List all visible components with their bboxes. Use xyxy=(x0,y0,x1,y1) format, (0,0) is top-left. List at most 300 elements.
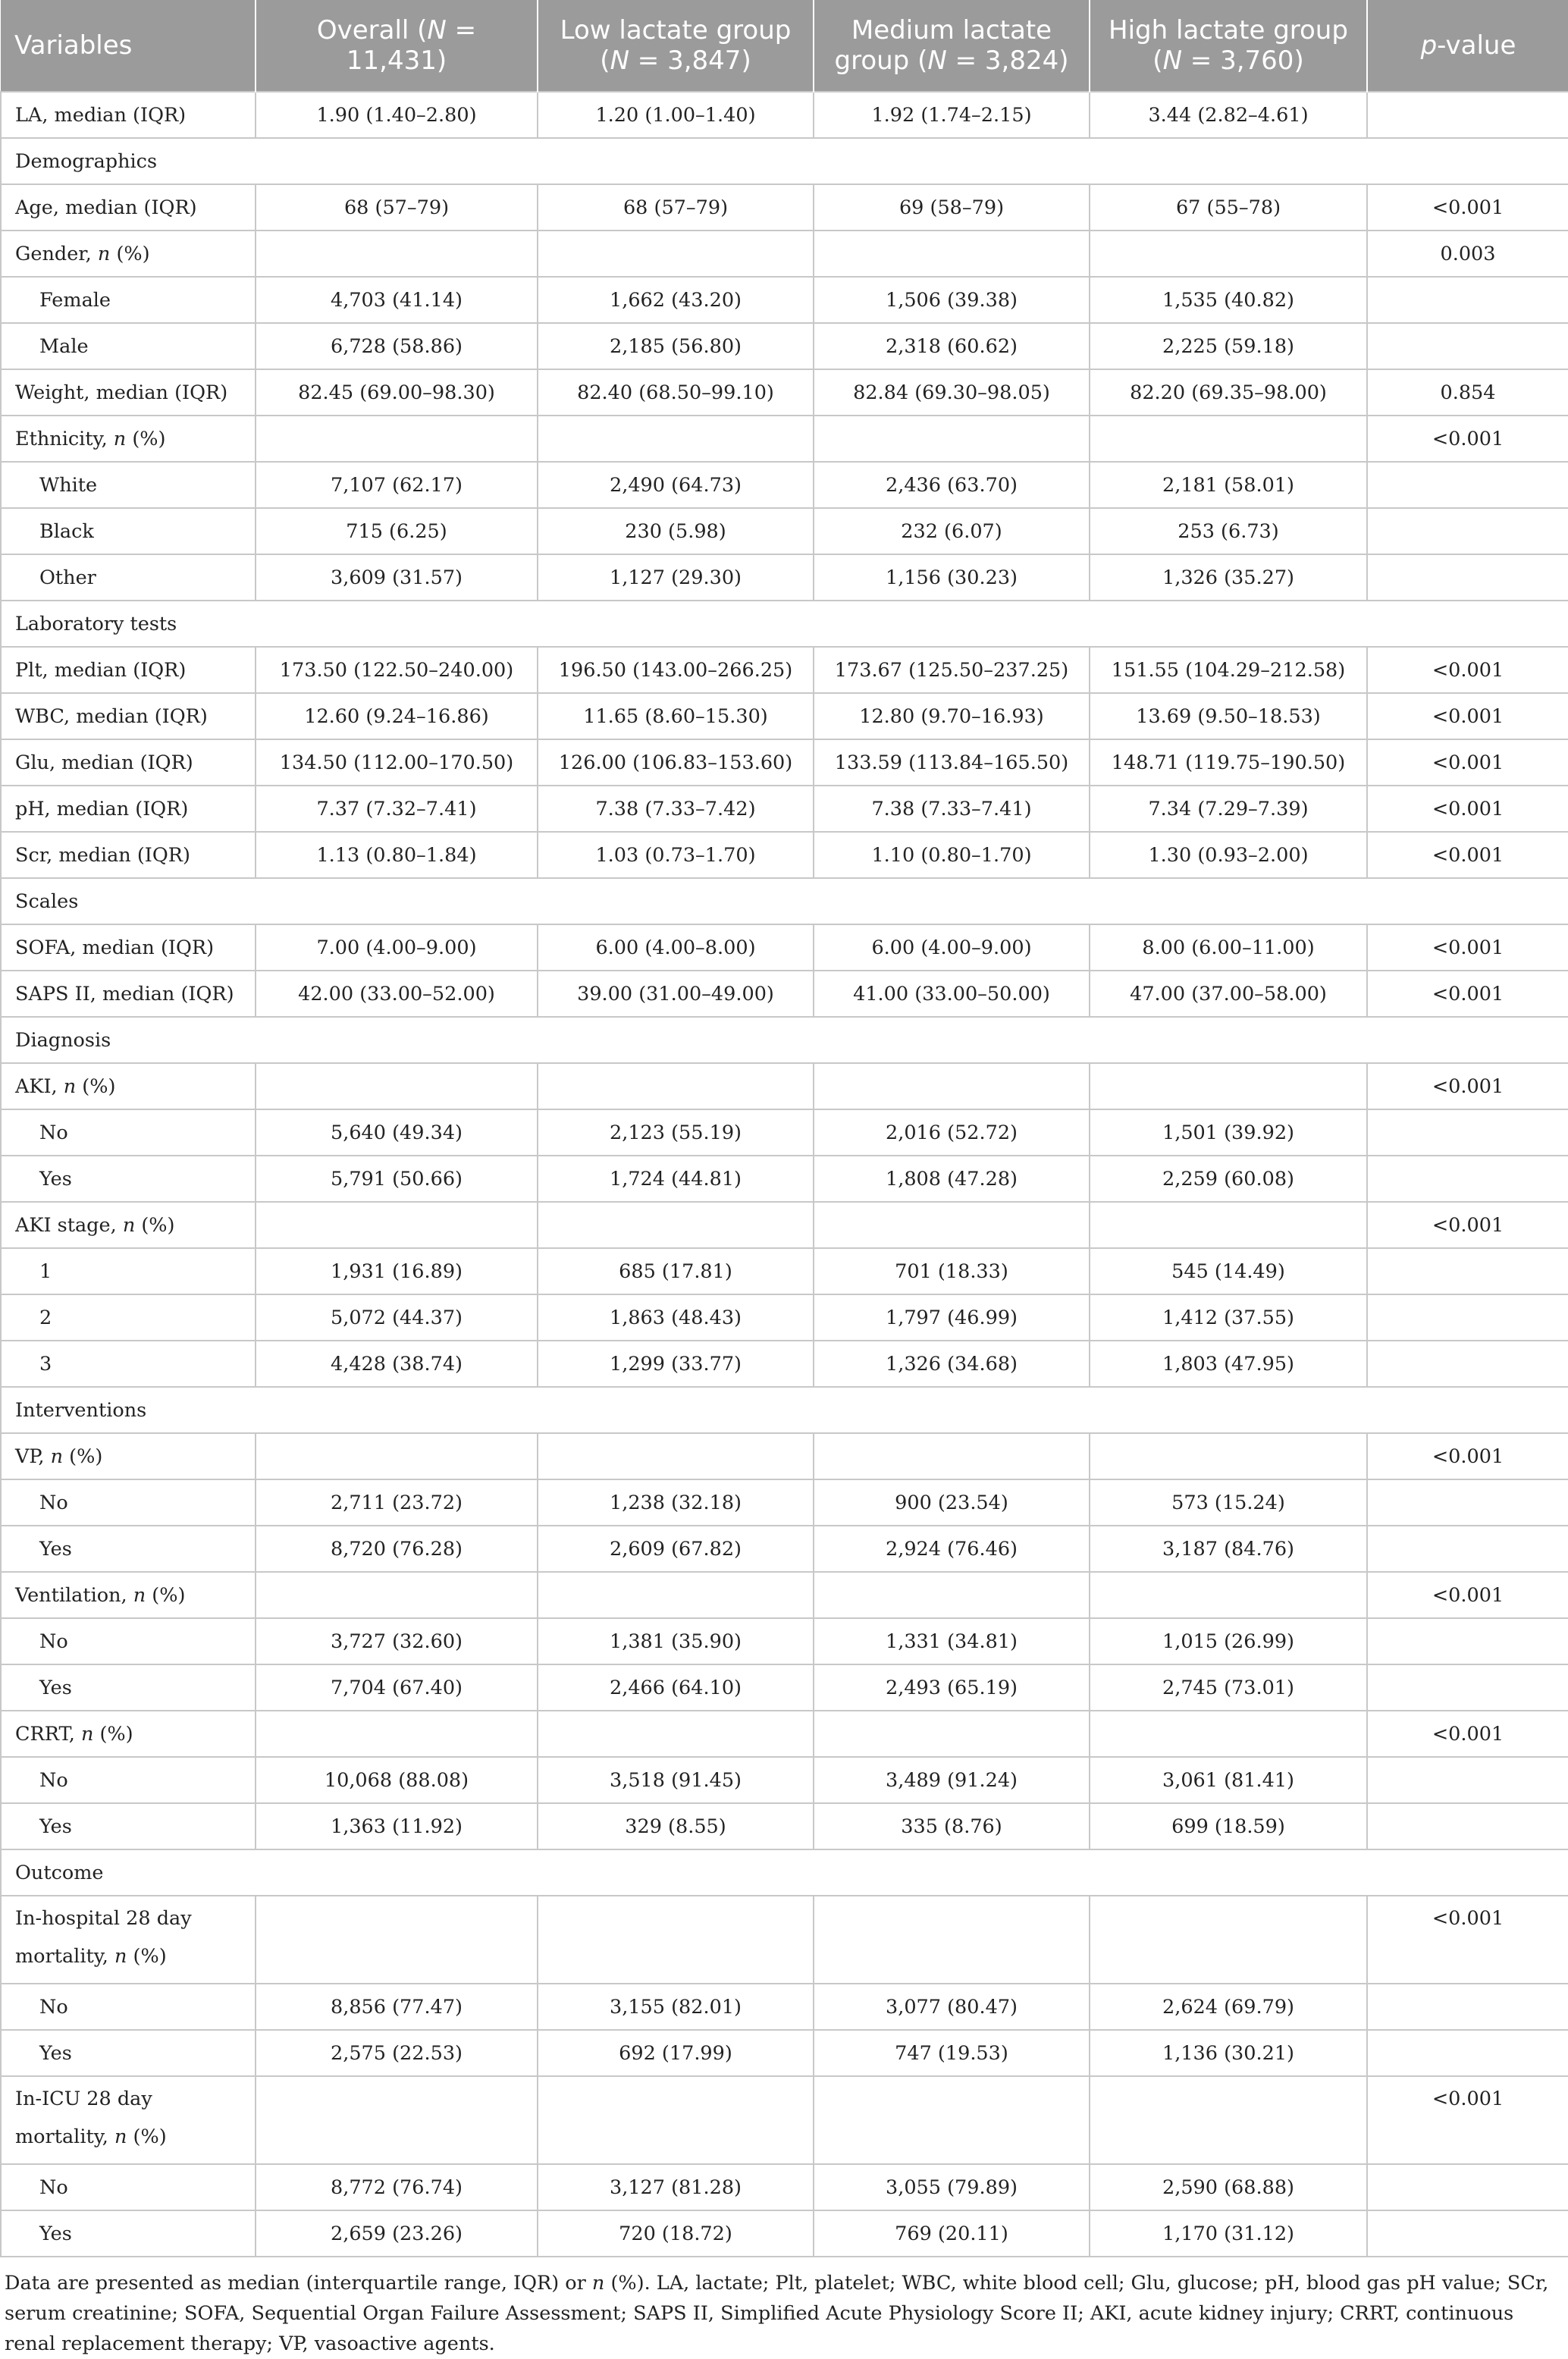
cell-low-lactate: 2,185 (56.80) xyxy=(538,323,814,369)
table-footnote: Data are presented as median (interquartile range, IQR) or n (%). LA, lactate; Plt, platelet; WBC, white blood cell; Glu, glucose; pH, blood gas pH value; SCr, serum creatinine; SOFA, Sequential Organ Failure Assessment; SAPS II, Simplified Acute Physiology Score II; AKI, acute kidney injury; CRRT, continuous renal replacement therapy; VP, vasoactive agents. xyxy=(5,2272,1549,2355)
table-row xyxy=(1,1248,1568,1294)
cell-high-lactate: 2,745 (73.01) xyxy=(1090,1664,1367,1711)
cell-high-lactate: 1,170 (31.12) xyxy=(1090,2210,1367,2257)
section-row xyxy=(1,1017,1568,1063)
table-row xyxy=(1,1479,1568,1526)
cell-overall xyxy=(256,1063,538,1109)
cell-p-value xyxy=(1367,277,1568,323)
cell-medium-lactate xyxy=(814,231,1090,277)
cell-p-value xyxy=(1367,1526,1568,1572)
cell-high-lactate: 1,412 (37.55) xyxy=(1090,1294,1367,1341)
row-label: Age, median (IQR) xyxy=(1,184,256,231)
cell-p-value: <0.001 xyxy=(1367,1433,1568,1479)
cell-high-lactate: 67 (55–78) xyxy=(1090,184,1367,231)
cell-medium-lactate: 6.00 (4.00–9.00) xyxy=(814,924,1090,971)
cell-low-lactate: 2,123 (55.19) xyxy=(538,1109,814,1156)
row-label: SAPS II, median (IQR) xyxy=(1,971,256,1017)
header-variables: Variables xyxy=(1,0,256,92)
cell-high-lactate: 1,803 (47.95) xyxy=(1090,1341,1367,1387)
cell-overall: 2,711 (23.72) xyxy=(256,1479,538,1526)
row-label: No xyxy=(1,1757,256,1803)
section-row xyxy=(1,138,1568,184)
cell-p-value: 0.854 xyxy=(1367,369,1568,416)
cell-medium-lactate: 769 (20.11) xyxy=(814,2210,1090,2257)
cell-overall: 7,704 (67.40) xyxy=(256,1664,538,1711)
cell-overall xyxy=(256,416,538,462)
cell-overall: 6,728 (58.86) xyxy=(256,323,538,369)
row-label: Female xyxy=(1,277,256,323)
cell-low-lactate xyxy=(538,1433,814,1479)
cell-overall: 1,931 (16.89) xyxy=(256,1248,538,1294)
cell-low-lactate: 6.00 (4.00–8.00) xyxy=(538,924,814,971)
row-label: In-hospital 28 day mortality, n (%) xyxy=(1,1896,256,1984)
row-label: No xyxy=(1,1984,256,2030)
cell-high-lactate: 3,061 (81.41) xyxy=(1090,1757,1367,1803)
cell-high-lactate: 1,326 (35.27) xyxy=(1090,554,1367,601)
row-label: Yes xyxy=(1,2030,256,2076)
table-row xyxy=(1,693,1568,739)
cell-overall xyxy=(256,2076,538,2164)
table-row xyxy=(1,554,1568,601)
section-row xyxy=(1,601,1568,647)
row-label: In-ICU 28 day mortality, n (%) xyxy=(1,2076,256,2164)
header-medium-lactate: Medium lactate group (N = 3,824) xyxy=(814,0,1090,92)
cell-medium-lactate xyxy=(814,1063,1090,1109)
cell-medium-lactate: 1,331 (34.81) xyxy=(814,1618,1090,1664)
cell-p-value: <0.001 xyxy=(1367,832,1568,878)
cell-high-lactate: 13.69 (9.50–18.53) xyxy=(1090,693,1367,739)
cell-p-value: <0.001 xyxy=(1367,647,1568,693)
cell-high-lactate xyxy=(1090,1202,1367,1248)
cell-low-lactate: 1,863 (48.43) xyxy=(538,1294,814,1341)
cell-medium-lactate: 232 (6.07) xyxy=(814,508,1090,554)
row-label: SOFA, median (IQR) xyxy=(1,924,256,971)
cell-p-value: 0.003 xyxy=(1367,231,1568,277)
cell-medium-lactate: 1,506 (39.38) xyxy=(814,277,1090,323)
cell-low-lactate xyxy=(538,1063,814,1109)
cell-high-lactate: 1,501 (39.92) xyxy=(1090,1109,1367,1156)
cell-low-lactate: 3,127 (81.28) xyxy=(538,2164,814,2210)
table-row xyxy=(1,786,1568,832)
table-row xyxy=(1,1063,1568,1109)
table-row xyxy=(1,2030,1568,2076)
cell-overall: 1,363 (11.92) xyxy=(256,1803,538,1849)
table-header xyxy=(1,0,1568,92)
row-label: Weight, median (IQR) xyxy=(1,369,256,416)
table-row xyxy=(1,1711,1568,1757)
cell-overall: 2,575 (22.53) xyxy=(256,2030,538,2076)
row-label: Black xyxy=(1,508,256,554)
cell-medium-lactate: 1,797 (46.99) xyxy=(814,1294,1090,1341)
cell-medium-lactate xyxy=(814,1572,1090,1618)
row-label: Glu, median (IQR) xyxy=(1,739,256,786)
table-row xyxy=(1,971,1568,1017)
cell-high-lactate: 1,015 (26.99) xyxy=(1090,1618,1367,1664)
cell-high-lactate xyxy=(1090,1063,1367,1109)
row-label: Yes xyxy=(1,1526,256,1572)
section-label: Diagnosis xyxy=(1,1017,256,1063)
cell-low-lactate: 2,490 (64.73) xyxy=(538,462,814,508)
cell-medium-lactate: 69 (58–79) xyxy=(814,184,1090,231)
cell-low-lactate: 3,518 (91.45) xyxy=(538,1757,814,1803)
cell-p-value xyxy=(1367,1479,1568,1526)
table-row xyxy=(1,277,1568,323)
cell-p-value xyxy=(1367,1803,1568,1849)
cell-low-lactate: 1,299 (33.77) xyxy=(538,1341,814,1387)
cell-overall: 7,107 (62.17) xyxy=(256,462,538,508)
row-label: LA, median (IQR) xyxy=(1,92,256,138)
row-label: 3 xyxy=(1,1341,256,1387)
row-label: No xyxy=(1,2164,256,2210)
cell-p-value xyxy=(1367,2164,1568,2210)
table-row xyxy=(1,508,1568,554)
cell-medium-lactate: 12.80 (9.70–16.93) xyxy=(814,693,1090,739)
cell-overall: 5,072 (44.37) xyxy=(256,1294,538,1341)
cell-low-lactate: 329 (8.55) xyxy=(538,1803,814,1849)
cell-overall: 7.37 (7.32–7.41) xyxy=(256,786,538,832)
cell-low-lactate: 692 (17.99) xyxy=(538,2030,814,2076)
table-row xyxy=(1,1109,1568,1156)
cell-p-value xyxy=(1367,92,1568,138)
table-row xyxy=(1,369,1568,416)
cell-low-lactate xyxy=(538,2076,814,2164)
cell-p-value: <0.001 xyxy=(1367,786,1568,832)
section-filler xyxy=(256,138,1568,184)
cell-overall: 82.45 (69.00–98.30) xyxy=(256,369,538,416)
cell-overall: 5,640 (49.34) xyxy=(256,1109,538,1156)
cell-p-value xyxy=(1367,1618,1568,1664)
cell-p-value: <0.001 xyxy=(1367,693,1568,739)
cell-low-lactate xyxy=(538,231,814,277)
table-row xyxy=(1,1664,1568,1711)
cell-high-lactate: 82.20 (69.35–98.00) xyxy=(1090,369,1367,416)
cell-medium-lactate: 335 (8.76) xyxy=(814,1803,1090,1849)
cell-medium-lactate xyxy=(814,1433,1090,1479)
cell-p-value: <0.001 xyxy=(1367,739,1568,786)
section-filler xyxy=(256,1017,1568,1063)
cell-high-lactate: 47.00 (37.00–58.00) xyxy=(1090,971,1367,1017)
table-row xyxy=(1,1294,1568,1341)
row-label: Scr, median (IQR) xyxy=(1,832,256,878)
cell-overall xyxy=(256,231,538,277)
section-label: Demographics xyxy=(1,138,256,184)
cell-p-value: <0.001 xyxy=(1367,1896,1568,1984)
cell-high-lactate: 3,187 (84.76) xyxy=(1090,1526,1367,1572)
cell-high-lactate xyxy=(1090,416,1367,462)
row-label: WBC, median (IQR) xyxy=(1,693,256,739)
cell-low-lactate: 230 (5.98) xyxy=(538,508,814,554)
cell-overall: 8,720 (76.28) xyxy=(256,1526,538,1572)
cell-p-value xyxy=(1367,1984,1568,2030)
cell-low-lactate xyxy=(538,416,814,462)
cell-low-lactate xyxy=(538,1202,814,1248)
cell-medium-lactate: 2,493 (65.19) xyxy=(814,1664,1090,1711)
cell-low-lactate: 1,238 (32.18) xyxy=(538,1479,814,1526)
cell-medium-lactate: 2,318 (60.62) xyxy=(814,323,1090,369)
cell-low-lactate: 1,381 (35.90) xyxy=(538,1618,814,1664)
table-row xyxy=(1,1433,1568,1479)
cell-low-lactate: 685 (17.81) xyxy=(538,1248,814,1294)
header-low-lactate: Low lactate group (N = 3,847) xyxy=(538,0,814,92)
cell-low-lactate xyxy=(538,1896,814,1984)
cell-low-lactate: 3,155 (82.01) xyxy=(538,1984,814,2030)
section-label: Outcome xyxy=(1,1849,256,1896)
cell-medium-lactate: 3,489 (91.24) xyxy=(814,1757,1090,1803)
table-row xyxy=(1,1803,1568,1849)
row-label: pH, median (IQR) xyxy=(1,786,256,832)
cell-low-lactate: 1.20 (1.00–1.40) xyxy=(538,92,814,138)
section-row xyxy=(1,1849,1568,1896)
cell-high-lactate: 151.55 (104.29–212.58) xyxy=(1090,647,1367,693)
row-label: No xyxy=(1,1109,256,1156)
cell-low-lactate: 11.65 (8.60–15.30) xyxy=(538,693,814,739)
cell-medium-lactate: 1.92 (1.74–2.15) xyxy=(814,92,1090,138)
header-overall: Overall (N = 11,431) xyxy=(256,0,538,92)
cell-medium-lactate: 41.00 (33.00–50.00) xyxy=(814,971,1090,1017)
cell-medium-lactate: 2,016 (52.72) xyxy=(814,1109,1090,1156)
cell-overall: 1.13 (0.80–1.84) xyxy=(256,832,538,878)
table-row xyxy=(1,1156,1568,1202)
cell-high-lactate: 2,259 (60.08) xyxy=(1090,1156,1367,1202)
cell-high-lactate: 1,136 (30.21) xyxy=(1090,2030,1367,2076)
cell-p-value: <0.001 xyxy=(1367,971,1568,1017)
cell-low-lactate: 68 (57–79) xyxy=(538,184,814,231)
cell-overall xyxy=(256,1711,538,1757)
cell-medium-lactate: 1,808 (47.28) xyxy=(814,1156,1090,1202)
cell-p-value xyxy=(1367,2210,1568,2257)
header-high-lactate: High lactate group (N = 3,760) xyxy=(1090,0,1367,92)
cell-high-lactate: 2,590 (68.88) xyxy=(1090,2164,1367,2210)
row-label: No xyxy=(1,1479,256,1526)
cell-high-lactate: 7.34 (7.29–7.39) xyxy=(1090,786,1367,832)
cell-p-value xyxy=(1367,323,1568,369)
cell-medium-lactate: 1.10 (0.80–1.70) xyxy=(814,832,1090,878)
cell-p-value: <0.001 xyxy=(1367,1063,1568,1109)
cell-p-value: <0.001 xyxy=(1367,1572,1568,1618)
table-row xyxy=(1,1526,1568,1572)
cell-high-lactate: 545 (14.49) xyxy=(1090,1248,1367,1294)
cell-p-value: <0.001 xyxy=(1367,416,1568,462)
cell-medium-lactate: 900 (23.54) xyxy=(814,1479,1090,1526)
cell-medium-lactate: 2,924 (76.46) xyxy=(814,1526,1090,1572)
section-filler xyxy=(256,1849,1568,1896)
cell-p-value: <0.001 xyxy=(1367,1711,1568,1757)
cell-overall xyxy=(256,1202,538,1248)
cell-p-value xyxy=(1367,1294,1568,1341)
cell-overall: 3,727 (32.60) xyxy=(256,1618,538,1664)
cell-high-lactate: 2,624 (69.79) xyxy=(1090,1984,1367,2030)
table-body xyxy=(1,92,1568,2257)
cell-high-lactate: 1,535 (40.82) xyxy=(1090,277,1367,323)
cell-overall xyxy=(256,1433,538,1479)
cell-medium-lactate xyxy=(814,2076,1090,2164)
section-label: Scales xyxy=(1,878,256,924)
row-label: Ethnicity, n (%) xyxy=(1,416,256,462)
cell-overall: 134.50 (112.00–170.50) xyxy=(256,739,538,786)
cell-overall: 8,772 (76.74) xyxy=(256,2164,538,2210)
cell-low-lactate: 1,127 (29.30) xyxy=(538,554,814,601)
cell-overall: 12.60 (9.24–16.86) xyxy=(256,693,538,739)
table-row xyxy=(1,1202,1568,1248)
section-filler xyxy=(256,601,1568,647)
cell-high-lactate: 8.00 (6.00–11.00) xyxy=(1090,924,1367,971)
row-label: VP, n (%) xyxy=(1,1433,256,1479)
cell-low-lactate: 1.03 (0.73–1.70) xyxy=(538,832,814,878)
section-filler xyxy=(256,1387,1568,1433)
cell-p-value xyxy=(1367,462,1568,508)
cell-high-lactate: 3.44 (2.82–4.61) xyxy=(1090,92,1367,138)
table-row xyxy=(1,184,1568,231)
row-label: Male xyxy=(1,323,256,369)
cell-overall: 2,659 (23.26) xyxy=(256,2210,538,2257)
section-filler xyxy=(256,878,1568,924)
row-label: Yes xyxy=(1,1664,256,1711)
cell-p-value xyxy=(1367,554,1568,601)
cell-overall: 7.00 (4.00–9.00) xyxy=(256,924,538,971)
cell-medium-lactate: 7.38 (7.33–7.41) xyxy=(814,786,1090,832)
table-row xyxy=(1,739,1568,786)
cell-high-lactate: 2,181 (58.01) xyxy=(1090,462,1367,508)
cell-overall: 1.90 (1.40–2.80) xyxy=(256,92,538,138)
row-label: White xyxy=(1,462,256,508)
cell-low-lactate: 82.40 (68.50–99.10) xyxy=(538,369,814,416)
cell-high-lactate xyxy=(1090,1896,1367,1984)
row-label: Yes xyxy=(1,1803,256,1849)
header-p-value: p-value xyxy=(1367,0,1568,92)
table-row xyxy=(1,1984,1568,2030)
cell-overall: 42.00 (33.00–52.00) xyxy=(256,971,538,1017)
row-label: AKI stage, n (%) xyxy=(1,1202,256,1248)
cell-p-value xyxy=(1367,1341,1568,1387)
header-row xyxy=(1,0,1568,92)
cell-overall: 715 (6.25) xyxy=(256,508,538,554)
table-row xyxy=(1,647,1568,693)
cell-high-lactate: 253 (6.73) xyxy=(1090,508,1367,554)
cell-overall: 173.50 (122.50–240.00) xyxy=(256,647,538,693)
cell-medium-lactate: 3,055 (79.89) xyxy=(814,2164,1090,2210)
cell-high-lactate: 573 (15.24) xyxy=(1090,1479,1367,1526)
cell-low-lactate xyxy=(538,1572,814,1618)
cell-low-lactate: 39.00 (31.00–49.00) xyxy=(538,971,814,1017)
section-row xyxy=(1,1387,1568,1433)
cell-overall xyxy=(256,1572,538,1618)
row-label: 1 xyxy=(1,1248,256,1294)
table-row xyxy=(1,92,1568,138)
table-row xyxy=(1,2210,1568,2257)
cell-low-lactate: 196.50 (143.00–266.25) xyxy=(538,647,814,693)
cell-low-lactate: 2,466 (64.10) xyxy=(538,1664,814,1711)
row-label: Gender, n (%) xyxy=(1,231,256,277)
row-label: CRRT, n (%) xyxy=(1,1711,256,1757)
cell-medium-lactate: 82.84 (69.30–98.05) xyxy=(814,369,1090,416)
cell-overall: 68 (57–79) xyxy=(256,184,538,231)
section-row xyxy=(1,878,1568,924)
cell-p-value: <0.001 xyxy=(1367,184,1568,231)
cell-high-lactate xyxy=(1090,231,1367,277)
cell-medium-lactate xyxy=(814,1711,1090,1757)
cell-medium-lactate: 1,326 (34.68) xyxy=(814,1341,1090,1387)
cell-p-value xyxy=(1367,2030,1568,2076)
cell-low-lactate: 1,724 (44.81) xyxy=(538,1156,814,1202)
cell-high-lactate: 148.71 (119.75–190.50) xyxy=(1090,739,1367,786)
table-row xyxy=(1,323,1568,369)
cell-overall: 4,428 (38.74) xyxy=(256,1341,538,1387)
cell-p-value xyxy=(1367,508,1568,554)
table-row xyxy=(1,924,1568,971)
row-label: AKI, n (%) xyxy=(1,1063,256,1109)
cell-p-value xyxy=(1367,1664,1568,1711)
cell-p-value xyxy=(1367,1156,1568,1202)
table-row xyxy=(1,2164,1568,2210)
table-row xyxy=(1,1896,1568,1984)
cell-medium-lactate: 2,436 (63.70) xyxy=(814,462,1090,508)
cell-overall: 4,703 (41.14) xyxy=(256,277,538,323)
table-row xyxy=(1,462,1568,508)
table-row xyxy=(1,1618,1568,1664)
cell-low-lactate: 1,662 (43.20) xyxy=(538,277,814,323)
row-label: No xyxy=(1,1618,256,1664)
table-row xyxy=(1,2076,1568,2164)
section-label: Interventions xyxy=(1,1387,256,1433)
cell-medium-lactate xyxy=(814,1896,1090,1984)
cell-medium-lactate xyxy=(814,1202,1090,1248)
cell-p-value: <0.001 xyxy=(1367,924,1568,971)
cell-high-lactate: 699 (18.59) xyxy=(1090,1803,1367,1849)
cell-overall: 8,856 (77.47) xyxy=(256,1984,538,2030)
cell-low-lactate xyxy=(538,1711,814,1757)
cell-high-lactate: 1.30 (0.93–2.00) xyxy=(1090,832,1367,878)
cell-high-lactate xyxy=(1090,1711,1367,1757)
cell-overall: 5,791 (50.66) xyxy=(256,1156,538,1202)
cell-medium-lactate: 173.67 (125.50–237.25) xyxy=(814,647,1090,693)
cell-overall: 10,068 (88.08) xyxy=(256,1757,538,1803)
cell-medium-lactate: 701 (18.33) xyxy=(814,1248,1090,1294)
table-row xyxy=(1,1757,1568,1803)
cell-medium-lactate: 3,077 (80.47) xyxy=(814,1984,1090,2030)
table-row xyxy=(1,1572,1568,1618)
cell-p-value xyxy=(1367,1109,1568,1156)
row-label: Yes xyxy=(1,2210,256,2257)
cell-p-value: <0.001 xyxy=(1367,2076,1568,2164)
section-label: Laboratory tests xyxy=(1,601,256,647)
cell-p-value: <0.001 xyxy=(1367,1202,1568,1248)
cell-medium-lactate: 1,156 (30.23) xyxy=(814,554,1090,601)
cell-low-lactate: 126.00 (106.83–153.60) xyxy=(538,739,814,786)
row-label: 2 xyxy=(1,1294,256,1341)
cell-high-lactate: 2,225 (59.18) xyxy=(1090,323,1367,369)
row-label: Yes xyxy=(1,1156,256,1202)
cell-low-lactate: 720 (18.72) xyxy=(538,2210,814,2257)
table-row xyxy=(1,832,1568,878)
row-label: Ventilation, n (%) xyxy=(1,1572,256,1618)
cell-overall xyxy=(256,1896,538,1984)
cell-p-value xyxy=(1367,1248,1568,1294)
cell-low-lactate: 7.38 (7.33–7.42) xyxy=(538,786,814,832)
cell-p-value xyxy=(1367,1757,1568,1803)
table-row xyxy=(1,416,1568,462)
cell-medium-lactate xyxy=(814,416,1090,462)
row-label: Plt, median (IQR) xyxy=(1,647,256,693)
cell-medium-lactate: 747 (19.53) xyxy=(814,2030,1090,2076)
cell-low-lactate: 2,609 (67.82) xyxy=(538,1526,814,1572)
cell-high-lactate xyxy=(1090,1572,1367,1618)
cell-medium-lactate: 133.59 (113.84–165.50) xyxy=(814,739,1090,786)
table-row xyxy=(1,1341,1568,1387)
cell-high-lactate xyxy=(1090,1433,1367,1479)
table-row xyxy=(1,231,1568,277)
cell-high-lactate xyxy=(1090,2076,1367,2164)
row-label: Other xyxy=(1,554,256,601)
